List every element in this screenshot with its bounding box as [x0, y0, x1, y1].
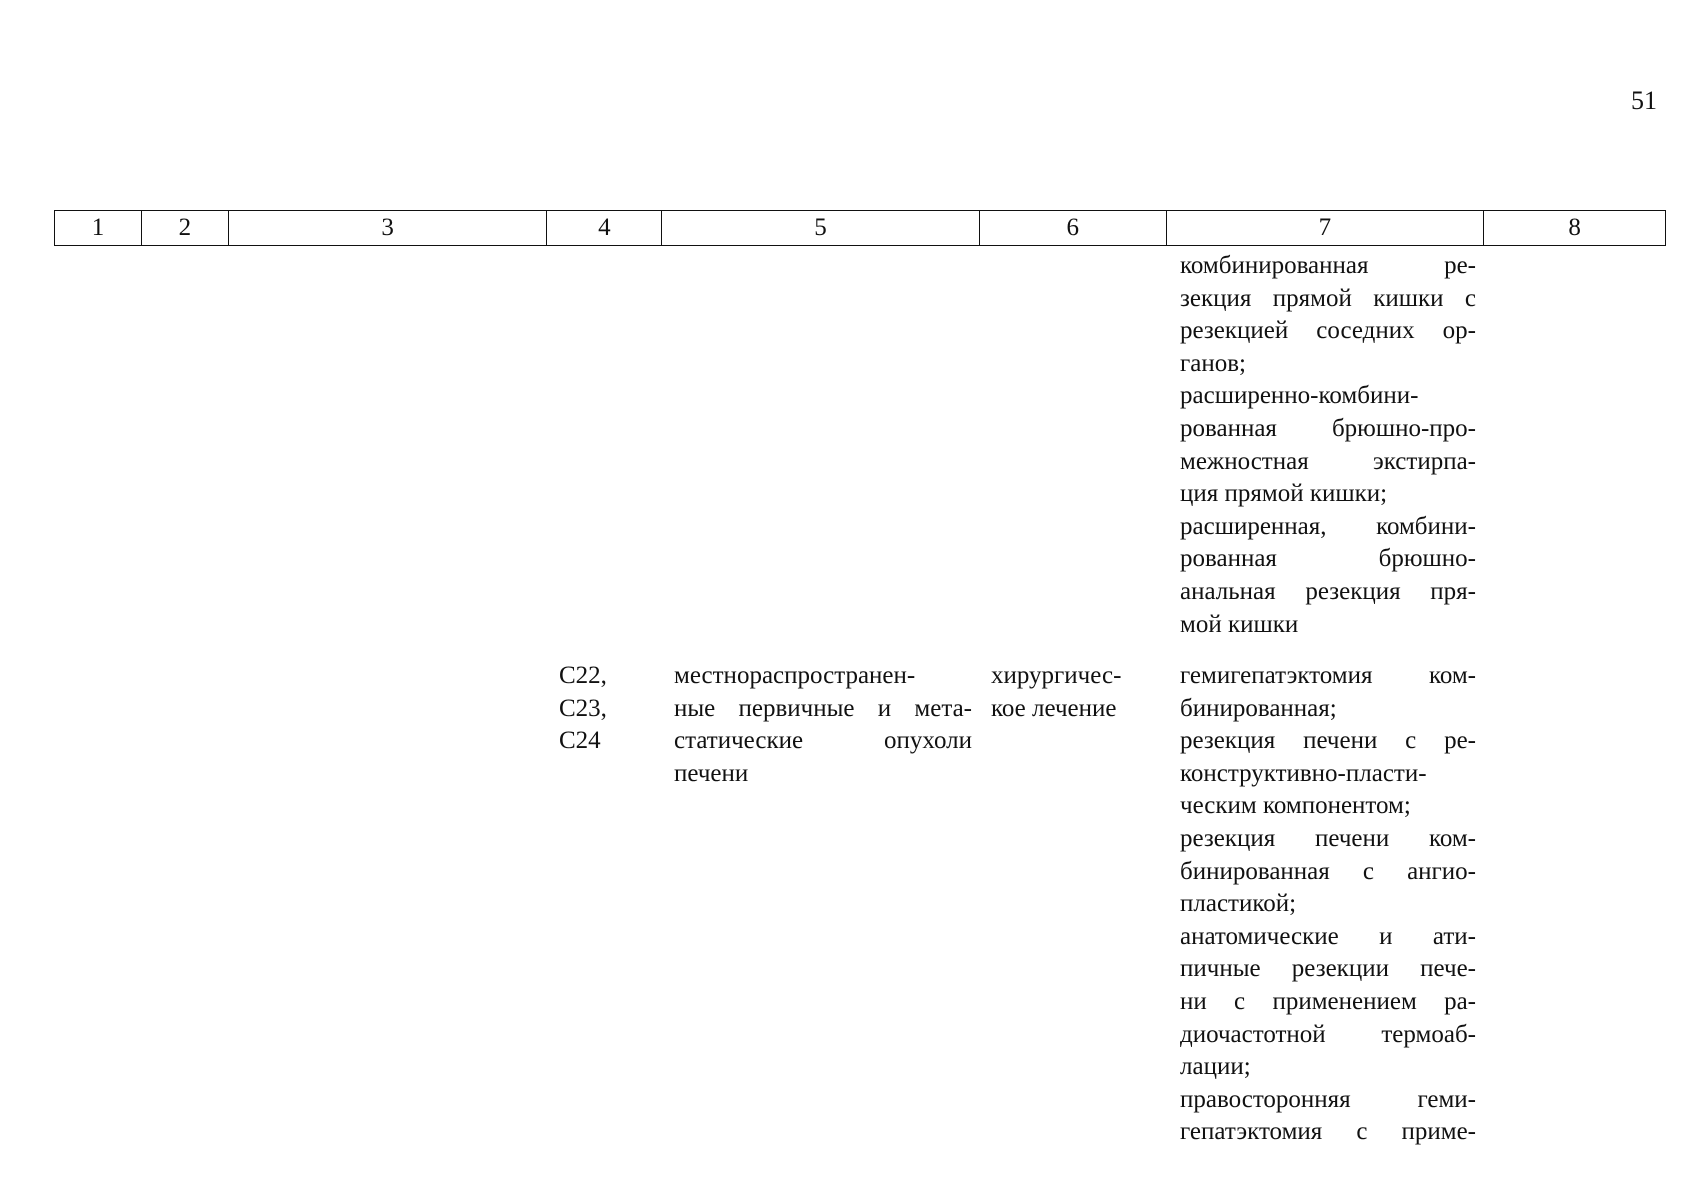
block2-column6-treatment [991, 660, 1161, 725]
text-line: межностная экстирпа- [1180, 447, 1476, 475]
text-line: печени [674, 759, 749, 787]
text-line: резекция печени с ре- [1180, 727, 1476, 755]
text-line: ни с применением ра- [1180, 987, 1476, 1015]
text-line: бинированная; [1180, 694, 1337, 722]
table-header-row [54, 210, 1666, 246]
block2-column5-diagnosis [674, 660, 972, 790]
text-line: ганов; [1180, 349, 1246, 377]
text-line: рованная брюшно- [1180, 545, 1476, 573]
text-line: пичные резекции пече- [1180, 955, 1476, 983]
text-line: расширенная, комбини- [1180, 512, 1476, 540]
header-col-3: 3 [228, 211, 547, 245]
text-line: хирургичес- [991, 662, 1122, 689]
text-line: анатомические и ати- [1180, 922, 1476, 950]
icd-code: С23, [559, 694, 607, 722]
text-line: резекция печени ком- [1180, 824, 1476, 852]
text-line: кое лечение [991, 694, 1117, 722]
block1-column7-text [1180, 250, 1476, 641]
text-line: диочастотной термоаб- [1180, 1020, 1476, 1048]
header-col-2: 2 [141, 211, 228, 245]
icd-code: С22, [559, 662, 607, 689]
header-col-5: 5 [661, 211, 979, 245]
text-line: гемигепатэктомия ком- [1180, 662, 1476, 689]
icd-code: С24 [559, 727, 601, 755]
header-col-4: 4 [546, 211, 661, 245]
text-line: расширенно-комбини- [1180, 382, 1419, 410]
text-line: статические опухоли [674, 727, 972, 755]
text-line [1180, 250, 1476, 283]
text-line: анальная резекция пря- [1180, 577, 1476, 605]
text-line: зекция прямой кишки с [1180, 284, 1476, 312]
text-line: рованная брюшно-про- [1180, 414, 1476, 442]
text-line: конструктивно-пласти- [1180, 759, 1427, 787]
text-line: бинированная с ангио- [1180, 857, 1476, 885]
text-line: комбинированная ре- [1180, 252, 1476, 279]
block2-column7-methods [1180, 660, 1476, 1149]
text-line: мой кишки [1180, 610, 1299, 638]
text-line: ческим компонентом; [1180, 792, 1411, 820]
block2-column4-codes [559, 660, 659, 758]
header-col-7: 7 [1166, 211, 1484, 245]
text-line: ция прямой кишки; [1180, 480, 1388, 508]
text-line: пластикой; [1180, 890, 1297, 918]
header-col-8: 8 [1483, 211, 1665, 245]
text-line: лации; [1180, 1053, 1251, 1081]
header-col-1: 1 [91, 214, 105, 241]
text-line: резекцией соседних ор- [1180, 317, 1476, 345]
page-number: 51 [1631, 86, 1657, 115]
text-line: правосторонняя геми- [1180, 1085, 1476, 1113]
text-line: местнораспространен- [674, 662, 916, 689]
header-col-6: 6 [979, 211, 1166, 245]
text-line: ные первичные и мета- [674, 694, 972, 722]
text-line: гепатэктомия с приме- [1180, 1118, 1476, 1146]
